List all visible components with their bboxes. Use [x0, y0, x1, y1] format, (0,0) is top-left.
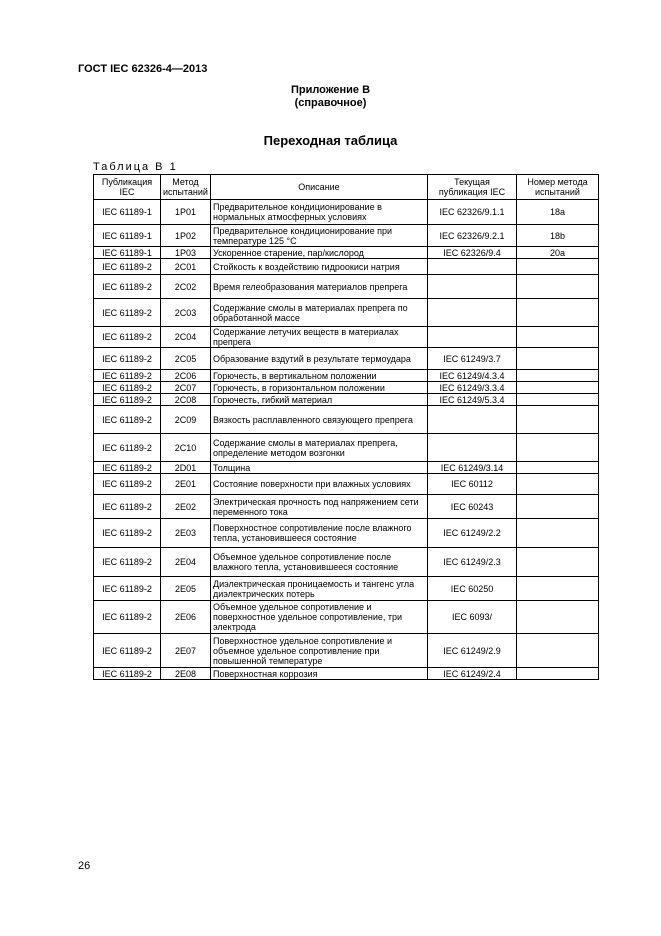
table-cell: IEC 61189-2	[94, 474, 161, 495]
table-cell: 2C01	[161, 259, 211, 275]
table-cell: 1P03	[161, 247, 211, 259]
table-row	[94, 634, 599, 668]
table-cell	[517, 519, 599, 548]
table-cell: IEC 61189-2	[94, 348, 161, 370]
table-cell: 2E03	[161, 519, 211, 548]
table-cell: Состояние поверхности при влажных условиях	[211, 474, 428, 495]
table-row	[94, 577, 599, 601]
table-cell: IEC 61189-2	[94, 434, 161, 462]
document-code: ГОСТ IEC 62326-4—2013	[78, 63, 208, 75]
table-cell: IEC 61189-2	[94, 275, 161, 299]
table-cell	[517, 577, 599, 601]
table-cell: IEC 62326/9.4	[428, 247, 517, 259]
table-cell: IEC 61249/5.3.4	[428, 394, 517, 406]
column-header: Публикация IEC	[94, 175, 161, 200]
table-cell: Содержание летучих веществ в материалах препрега	[211, 327, 428, 348]
table-cell: 2E02	[161, 495, 211, 519]
table-cell: IEC 61189-2	[94, 668, 161, 680]
table-cell	[517, 462, 599, 474]
table-cell: IEC 61189-2	[94, 462, 161, 474]
table-cell	[517, 634, 599, 668]
column-header: Текущая публикация IEC	[428, 175, 517, 200]
table-cell: Толщина	[211, 462, 428, 474]
table-cell: IEC 61189-1	[94, 225, 161, 247]
table-cell: IEC 60250	[428, 577, 517, 601]
table-cell: 2E04	[161, 548, 211, 577]
table-cell: IEC 61249/2.9	[428, 634, 517, 668]
table-cell: 2E05	[161, 577, 211, 601]
table-cell	[517, 370, 599, 382]
table-row	[94, 370, 599, 382]
table-cell: IEC 61249/3.14	[428, 462, 517, 474]
table-cell: 2E07	[161, 634, 211, 668]
table-cell: 18b	[517, 225, 599, 247]
table-row	[94, 394, 599, 406]
table-cell	[517, 394, 599, 406]
table-cell: 2C05	[161, 348, 211, 370]
table-row	[94, 247, 599, 259]
table-cell: IEC 61189-2	[94, 519, 161, 548]
table-cell: Время гелеобразования материалов препрега	[211, 275, 428, 299]
table-cell: Объемное удельное сопротивление после влажного тепла, установившееся состояние	[211, 548, 428, 577]
table-cell: IEC 61189-2	[94, 382, 161, 394]
table-cell: 2C09	[161, 406, 211, 434]
table-cell	[517, 668, 599, 680]
table-cell	[517, 548, 599, 577]
table-row	[94, 275, 599, 299]
table-cell	[517, 327, 599, 348]
table-header-row	[94, 175, 599, 200]
table-cell: IEC 61249/2.4	[428, 668, 517, 680]
table-cell: 2E06	[161, 601, 211, 634]
table-cell: IEC 61189-2	[94, 601, 161, 634]
table-cell	[428, 327, 517, 348]
table-cell: 2C07	[161, 382, 211, 394]
table-row	[94, 495, 599, 519]
table-cell: Вязкость расплавленного связующего препрега	[211, 406, 428, 434]
table-cell	[517, 474, 599, 495]
table-cell: IEC 60112	[428, 474, 517, 495]
table-cell: IEC 61189-1	[94, 200, 161, 225]
table-cell	[517, 259, 599, 275]
table-cell: IEC 62326/9.1.1	[428, 200, 517, 225]
table-cell	[428, 299, 517, 327]
table-cell	[517, 406, 599, 434]
table-row	[94, 519, 599, 548]
table-cell: IEC 61189-2	[94, 370, 161, 382]
table-cell: Поверхностное сопротивление после влажного тепла, установившееся состояние	[211, 519, 428, 548]
table-cell: IEC 61249/4.3.4	[428, 370, 517, 382]
table-cell	[517, 434, 599, 462]
table-cell: IEC 6093/	[428, 601, 517, 634]
table-cell: IEC 61189-2	[94, 548, 161, 577]
page-number: 26	[78, 860, 91, 872]
table-row	[94, 406, 599, 434]
table-cell: 18a	[517, 200, 599, 225]
table-row	[94, 348, 599, 370]
table-row	[94, 200, 599, 225]
table-cell: Диэлектрическая проницаемость и тангенс угла диэлектрических потерь	[211, 577, 428, 601]
table-cell: Содержание смолы в материалах препрега, определение методом возгонки	[211, 434, 428, 462]
table-cell: IEC 60243	[428, 495, 517, 519]
table-cell: Поверхностное удельное сопротивление и объемное удельное сопротивление при повышенной температуре	[211, 634, 428, 668]
table-cell: 2C08	[161, 394, 211, 406]
table-cell: Содержание смолы в материалах препрега по обработанной массе	[211, 299, 428, 327]
table-cell: Горючесть, в вертикальном положении	[211, 370, 428, 382]
table-cell	[517, 275, 599, 299]
table-cell: IEC 61189-1	[94, 247, 161, 259]
table-row	[94, 668, 599, 680]
column-header: Описание	[211, 175, 428, 200]
table-cell: Электрическая прочность под напряжением сети переменного тока	[211, 495, 428, 519]
table-cell: Стойкость к воздействию гидроокиси натрия	[211, 259, 428, 275]
table-row	[94, 474, 599, 495]
table-cell	[517, 601, 599, 634]
table-cell: 20a	[517, 247, 599, 259]
table-body	[94, 200, 599, 680]
table-cell	[517, 348, 599, 370]
table-cell: IEC 61189-2	[94, 495, 161, 519]
table-cell: IEC 61189-2	[94, 327, 161, 348]
table-cell: IEC 61189-2	[94, 299, 161, 327]
table-cell: 2C03	[161, 299, 211, 327]
table-cell	[517, 299, 599, 327]
table-cell: IEC 61189-2	[94, 394, 161, 406]
table-cell	[517, 495, 599, 519]
column-header: Метод испытаний	[161, 175, 211, 200]
table-row	[94, 434, 599, 462]
table-cell: Предварительное кондиционирование при температуре 125 °С	[211, 225, 428, 247]
table-title: Переходная таблица	[263, 133, 398, 148]
table-cell: 1P01	[161, 200, 211, 225]
table-cell: IEC 61189-2	[94, 577, 161, 601]
table-cell: Горючесть, гибкий материал	[211, 394, 428, 406]
table-row	[94, 299, 599, 327]
column-header: Номер метода испытаний	[517, 175, 599, 200]
table-cell: 2C10	[161, 434, 211, 462]
table-cell: 2C06	[161, 370, 211, 382]
table-row	[94, 462, 599, 474]
table-row	[94, 225, 599, 247]
table-row	[94, 327, 599, 348]
transition-table	[93, 174, 599, 680]
table-cell: Ускоренное старение, пар/кислород	[211, 247, 428, 259]
table-row	[94, 259, 599, 275]
table-cell: Горючесть, в горизонтальном положении	[211, 382, 428, 394]
table-cell: 1P02	[161, 225, 211, 247]
annex-heading	[0, 84, 661, 110]
table-cell	[428, 434, 517, 462]
table-cell	[428, 259, 517, 275]
table-cell: IEC 61189-2	[94, 634, 161, 668]
table-cell	[428, 406, 517, 434]
table-cell: Поверхностная коррозия	[211, 668, 428, 680]
table-cell: IEC 61249/2.3	[428, 548, 517, 577]
annex-subtitle: (справочное)	[294, 97, 367, 109]
table-row	[94, 382, 599, 394]
table-cell: 2C02	[161, 275, 211, 299]
table-cell	[428, 275, 517, 299]
table-cell: 2E01	[161, 474, 211, 495]
table-cell: Образование вздутий в результате термоудара	[211, 348, 428, 370]
table-row	[94, 601, 599, 634]
table-cell: IEC 61249/3.7	[428, 348, 517, 370]
table-cell: IEC 61249/2.2	[428, 519, 517, 548]
table-row	[94, 548, 599, 577]
table-cell: IEC 62326/9.2.1	[428, 225, 517, 247]
annex-title: Приложение В	[290, 84, 371, 96]
table-cell: IEC 61249/3.3.4	[428, 382, 517, 394]
table-cell: IEC 61189-2	[94, 259, 161, 275]
table-caption: Таблица В 1	[93, 161, 178, 173]
table-cell: 2E08	[161, 668, 211, 680]
table-cell: 2C04	[161, 327, 211, 348]
table-cell: IEC 61189-2	[94, 406, 161, 434]
table-cell	[517, 382, 599, 394]
table-cell: Предварительное кондиционирование в нормальных атмосферных условиях	[211, 200, 428, 225]
table-cell: 2D01	[161, 462, 211, 474]
table-cell: Объемное удельное сопротивление и поверхностное удельное сопротивление, три электрода	[211, 601, 428, 634]
